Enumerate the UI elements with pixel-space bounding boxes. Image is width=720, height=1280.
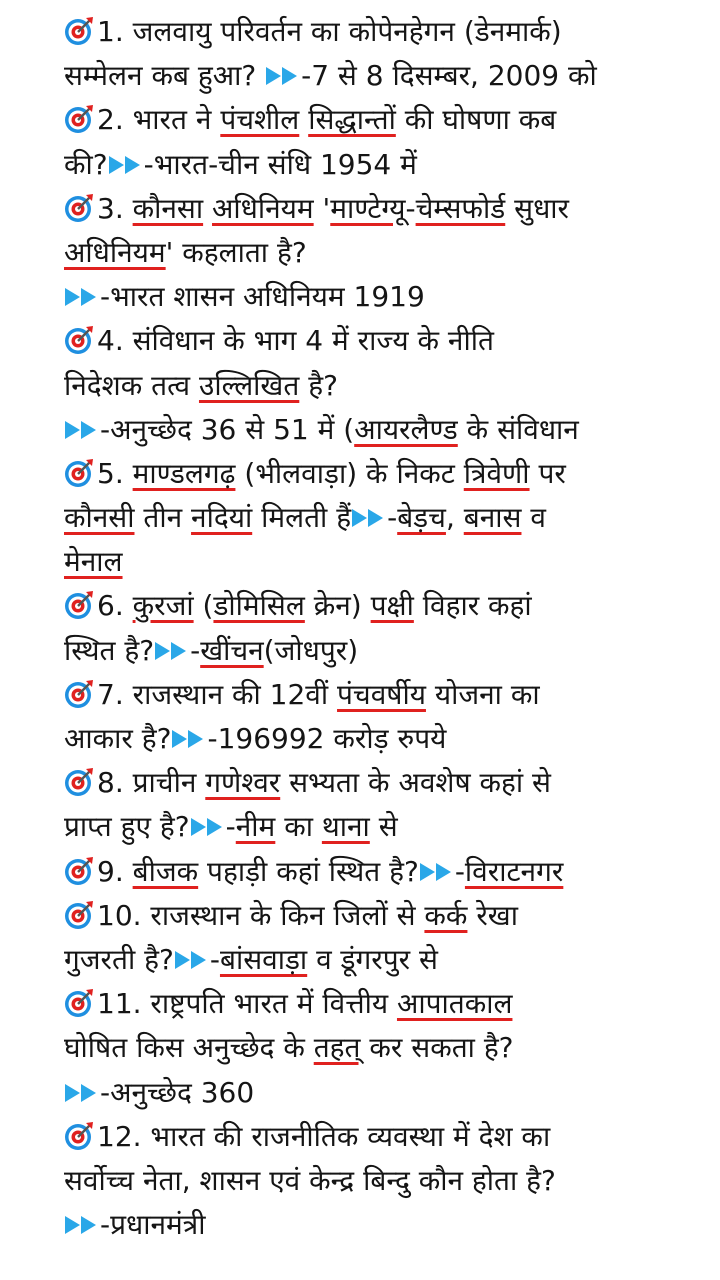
text-line (64, 496, 706, 540)
double-arrow-icon (190, 816, 224, 838)
double-arrow-icon (64, 1082, 98, 1104)
underlined-word: नीम (235, 810, 276, 844)
text-line (64, 319, 706, 363)
text-line (64, 275, 706, 319)
text-line (64, 10, 706, 54)
text-segment: 10. राजस्थान के किन जिलों से (97, 898, 425, 932)
text-line (64, 54, 706, 98)
text-segment: के संविधान (457, 412, 579, 446)
text-line (64, 540, 706, 584)
underlined-word: कर्क (424, 898, 468, 932)
text-line (64, 761, 706, 805)
target-icon (64, 988, 94, 1018)
text-segment: (जोधपुर) (263, 633, 359, 667)
text-segment: से (369, 810, 398, 844)
underlined-word: विराटनगर (464, 854, 564, 888)
text-segment: है? (299, 368, 338, 402)
text-line (64, 1159, 706, 1203)
text-segment: सर्वोच्च नेता, शासन एवं केन्द्र बिन्दु कौन होता है? (64, 1163, 556, 1197)
underlined-word: कौनसा (132, 191, 204, 225)
underlined-word: पंचशील (220, 103, 300, 137)
text-segment: 12. भारत की राजनीतिक व्यवस्था में देश का (97, 1119, 551, 1153)
target-icon (64, 679, 94, 709)
text-line (64, 408, 706, 452)
text-segment: सभ्यता के अवशेष कहां से (280, 766, 551, 800)
underlined-word: माण्टेग्यू (330, 191, 406, 225)
underlined-word: अधिनियम (64, 235, 166, 269)
double-arrow-icon (174, 949, 208, 971)
text-segment: -भारत शासन अधिनियम 1919 (100, 280, 425, 314)
target-icon (64, 16, 94, 46)
text-line (64, 1115, 706, 1159)
text-segment: 4. संविधान के भाग 4 में राज्य के नीति (97, 324, 494, 358)
double-arrow-icon (64, 1214, 98, 1236)
underlined-word: कौनसी (64, 501, 135, 535)
text-line (64, 187, 706, 231)
text-line (64, 938, 706, 982)
text-segment: ' कहलाता है? (165, 235, 307, 269)
double-arrow-icon (64, 419, 98, 441)
text-segment: का (275, 810, 322, 844)
text-segment: व (521, 501, 546, 535)
text-segment: ' (313, 191, 331, 225)
text-segment: पहाड़ी कहां स्थित है? (198, 854, 419, 888)
text-segment: 8. प्राचीन (97, 766, 206, 800)
double-arrow-icon (265, 65, 299, 87)
underlined-word: माण्डलगढ़ (132, 456, 236, 490)
text-line (64, 629, 706, 673)
target-icon (64, 900, 94, 930)
text-segment: सम्मेलन कब हुआ? (64, 59, 266, 93)
text-line (64, 584, 706, 628)
text-segment: रेखा (467, 898, 518, 932)
text-segment: - (190, 633, 201, 667)
text-segment: -अनुच्छेद 360 (100, 1075, 255, 1109)
text-segment: -प्रधानमंत्री (100, 1208, 206, 1242)
text-segment: सुधार (505, 191, 569, 225)
text-segment: , (445, 501, 464, 535)
underlined-word: थाना (321, 810, 370, 844)
text-segment: 1. जलवायु परिवर्तन का कोपेनहेगन (डेनमार्क) (97, 15, 562, 48)
text-segment: घोषित किस अनुच्छेद के (64, 1031, 314, 1065)
double-arrow-icon (419, 861, 453, 883)
text-segment: - (454, 854, 465, 888)
target-icon (64, 104, 94, 134)
text-segment: की? (64, 147, 108, 181)
text-segment: ( (193, 589, 214, 623)
text-segment: 7. राजस्थान की 12वीं (97, 677, 338, 711)
text-line (64, 1071, 706, 1115)
text-segment: 6. (97, 589, 133, 623)
text-segment: -7 से 8 दिसम्बर, 2009 को (301, 59, 597, 93)
underlined-word: मेनाल (64, 545, 123, 579)
text-segment: गुजरती है? (64, 942, 174, 976)
text-segment: 5. (97, 456, 133, 490)
text-segment: - (405, 191, 416, 225)
text-segment: 3. (97, 191, 133, 225)
text-line (64, 1203, 706, 1247)
text-line (64, 143, 706, 187)
underlined-word: बांसवाड़ा (219, 942, 308, 976)
target-icon (64, 193, 94, 223)
underlined-word: आपातकाल (396, 987, 513, 1021)
target-icon (64, 856, 94, 886)
text-segment: योजना का (425, 677, 540, 711)
text-segment: -अनुच्छेद 36 से 51 में ( (100, 412, 355, 446)
underlined-word: पक्षी (370, 589, 414, 623)
text-segment: विहार कहां (413, 589, 532, 623)
double-arrow-icon (64, 286, 98, 308)
target-icon (64, 458, 94, 488)
underlined-word: बीजक (132, 854, 199, 888)
text-line (64, 982, 706, 1026)
text-segment: निदेशक तत्व (64, 368, 199, 402)
double-arrow-icon (171, 728, 205, 750)
text-segment: मिलती हैं (252, 501, 352, 535)
double-arrow-icon (108, 154, 142, 176)
underlined-word: पंचवर्षीय (337, 677, 426, 711)
text-line (64, 717, 706, 761)
target-icon (64, 1121, 94, 1151)
text-segment: की घोषणा कब (395, 103, 557, 137)
target-icon (64, 590, 94, 620)
target-icon (64, 767, 94, 797)
underlined-word: अधिनियम (212, 191, 314, 225)
text-line (64, 98, 706, 142)
underlined-word: डोमिसिल (213, 589, 305, 623)
double-arrow-icon (154, 640, 188, 662)
text-segment: स्थित है? (64, 633, 155, 667)
underlined-word: चेम्सफोर्ड (415, 191, 506, 225)
text-line (64, 452, 706, 496)
text-segment: व डूंगरपुर से (307, 942, 438, 976)
underlined-word: गणेश्वर (205, 766, 281, 800)
text-line (64, 673, 706, 717)
underlined-word: नदियां (191, 501, 253, 535)
underlined-word: त्रिवेणी (463, 456, 530, 490)
text-segment: - (225, 810, 236, 844)
text-segment: आकार है? (64, 722, 172, 755)
text-segment (299, 103, 308, 136)
text-segment: क्रेन) (304, 589, 371, 623)
text-segment: - (387, 501, 398, 535)
target-icon (64, 325, 94, 355)
underlined-word: बेड़च (397, 501, 446, 535)
text-line (64, 1026, 706, 1070)
text-line (64, 894, 706, 938)
text-segment: - (209, 942, 220, 976)
text-line (64, 850, 706, 894)
text-segment: 11. राष्ट्रपति भारत में वित्तीय (97, 987, 397, 1021)
text-line (64, 805, 706, 849)
underlined-word: सिद्धान्तों (308, 103, 396, 137)
text-segment: तीन (134, 501, 192, 535)
text-segment: (भीलवाड़ा) के निकट (235, 456, 464, 490)
text-segment: -196992 करोड़ रुपये (207, 722, 447, 755)
text-segment: 9. (97, 854, 133, 888)
text-segment: -भारत-चीन संधि 1954 में (143, 147, 417, 181)
text-segment: 2. भारत ने (97, 103, 221, 137)
underlined-word: कुरजां (132, 589, 194, 623)
text-segment: प्राप्त हुए है? (64, 810, 190, 844)
underlined-word: खींचन (200, 633, 264, 667)
text-line (64, 364, 706, 408)
double-arrow-icon (351, 507, 385, 529)
text-segment: पर (529, 456, 566, 490)
text-segment: कर सकता है? (360, 1031, 514, 1065)
text-line (64, 231, 706, 275)
underlined-word: तहत् (313, 1031, 361, 1065)
underlined-word: आयरलैण्ड (354, 412, 458, 446)
underlined-word: बनास (463, 501, 522, 535)
text-segment (203, 192, 212, 225)
underlined-word: उल्लिखित (198, 368, 300, 402)
